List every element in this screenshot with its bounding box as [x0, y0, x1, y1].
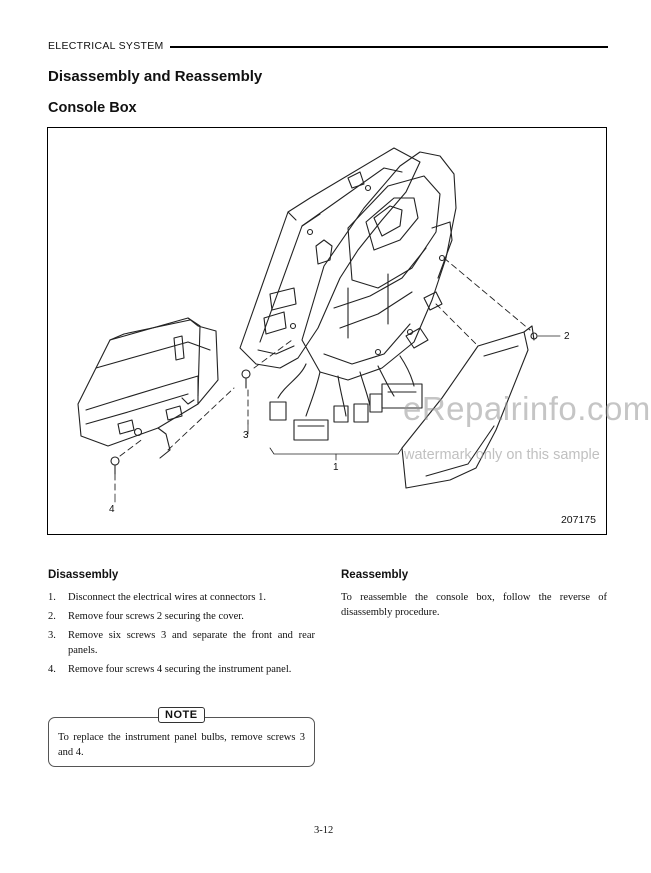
watermark-note: watermark only on this sample	[404, 447, 600, 463]
note-text: To replace the instrument panel bulbs, remove screws 3 and 4.	[58, 732, 305, 758]
step-number: 3.	[48, 630, 56, 641]
list-item	[48, 628, 315, 658]
wire-harness-connectors-drawing	[270, 356, 422, 440]
callout-2: 2	[564, 331, 570, 342]
page-subtitle: Console Box	[48, 100, 137, 116]
step-text: Remove four screws 2 securing the cover.	[68, 611, 244, 622]
section-label: ELECTRICAL SYSTEM	[48, 40, 164, 52]
page-title: Disassembly and Reassembly	[48, 68, 263, 85]
exploded-view-figure	[47, 127, 651, 535]
note-box	[48, 709, 315, 767]
page-number: 3-12	[314, 825, 334, 836]
disassembly-heading: Disassembly	[48, 569, 119, 581]
figure-number: 207175	[560, 514, 596, 526]
callout-3: 3	[243, 430, 249, 441]
step-text: Disconnect the electrical wires at connectors 1.	[68, 592, 266, 603]
instrument-panel-drawing	[78, 318, 218, 458]
console-rear-housing-drawing	[302, 152, 456, 380]
step-number: 4.	[48, 664, 56, 675]
callout-4: 4	[109, 504, 115, 515]
console-box-drawing	[48, 128, 608, 536]
section-rule	[170, 46, 608, 48]
step-number: 1.	[48, 592, 56, 603]
section-header	[48, 38, 608, 54]
screw-3-drawing	[242, 370, 250, 388]
note-label: NOTE	[158, 707, 205, 723]
list-item	[48, 590, 315, 605]
callout-1: 1	[333, 462, 339, 473]
screw-4-drawing	[111, 457, 119, 474]
reassembly-heading: Reassembly	[341, 569, 409, 581]
list-item	[48, 662, 315, 677]
disassembly-steps	[48, 590, 315, 681]
reassembly-text: To reassemble the console box, follow the reverse of disassembly procedure.	[341, 592, 607, 618]
list-item	[48, 609, 315, 624]
watermark: eRepairinfo.com	[403, 390, 651, 427]
step-text: Remove six screws 3 and separate the front and rear panels.	[68, 630, 315, 656]
step-text: Remove four screws 4 securing the instrument panel.	[68, 664, 292, 675]
step-number: 2.	[48, 611, 56, 622]
